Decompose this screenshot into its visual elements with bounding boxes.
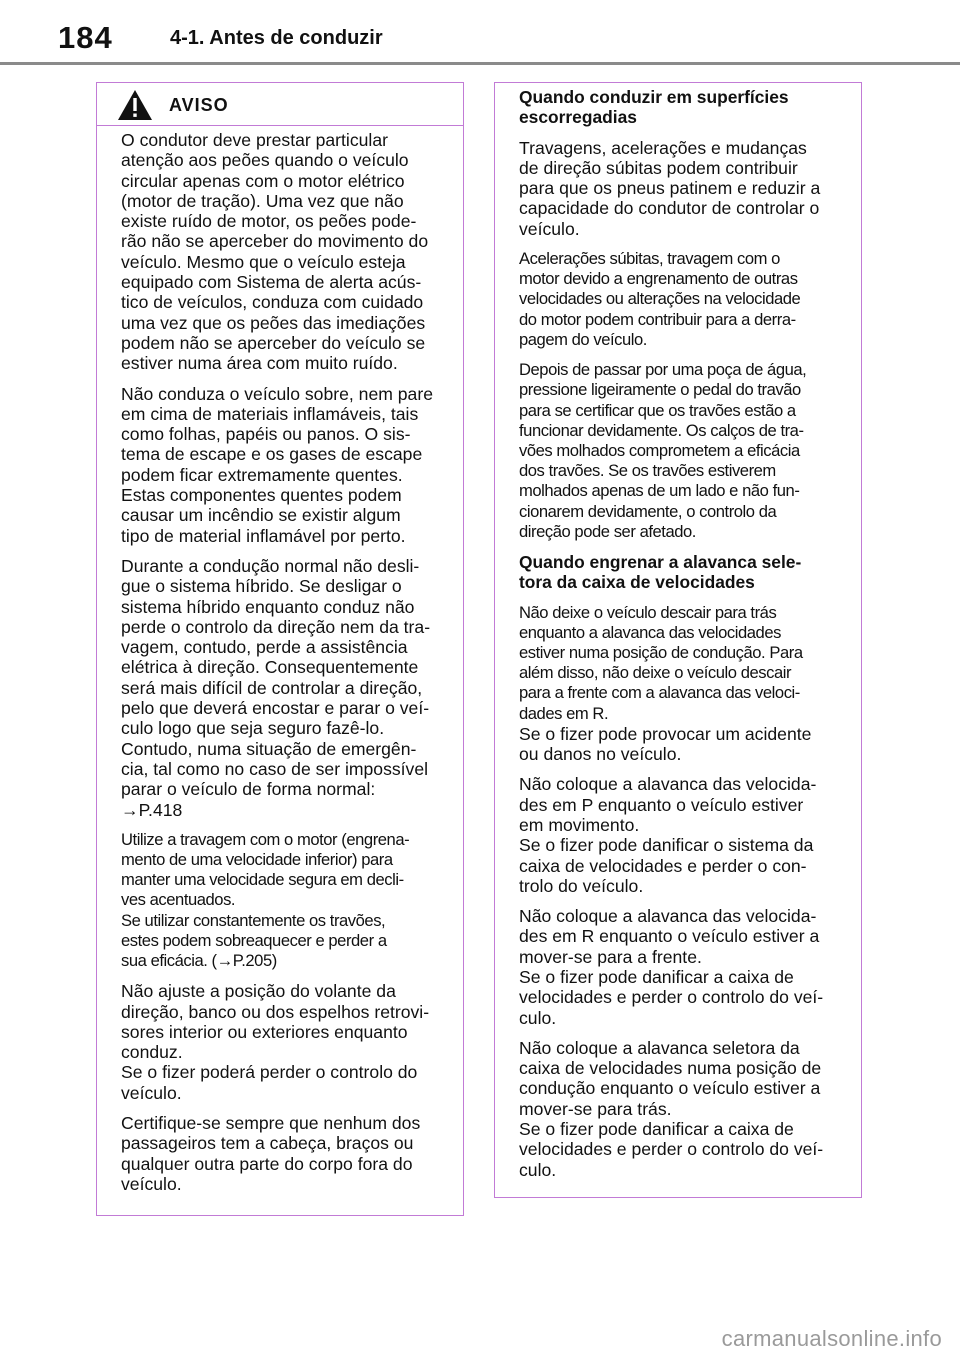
paragraph: Não deixe o veículo descair para trás enquanto a alavanca das velocidades estiver numa posição de condução. Para além disso, não deixe o veículo descair para a frente com a alavanca das veloci- dades em R. bbox=[519, 602, 803, 723]
paragraph: Depois de passar por uma poça de água, pressione ligeiramente o pedal do travão para se certificar que os travões estão a funcionar devidamente. Os calços de tra- vões molhados comprometem a eficácia dos travões. Se os travões estiverem molhados apenas de um lado e não fun- cionarem devidamente, o controlo da direção pode ser afetado. bbox=[519, 360, 807, 541]
paragraph: Não coloque a alavanca das velocida- des em P enquanto o veículo estiver em movimento. Se o fizer pode danificar o sistema da caixa de velocidades e perder o con- trolo do veículo. bbox=[519, 774, 817, 896]
page-header bbox=[0, 0, 960, 70]
warning-triangle-icon bbox=[117, 89, 153, 121]
paragraph: Acelerações súbitas, travagem com o motor devido a engrenamento de outras velocidades ou alterações na velocidade do motor podem contribuir para a derra- pagem do veículo. bbox=[519, 249, 801, 349]
paragraph: Quando engrenar a alavanca sele- tora da caixa de velocidades bbox=[519, 551, 802, 593]
watermark: carmanualsonline.info bbox=[721, 1326, 942, 1351]
section-title: 4-1. Antes de conduzir bbox=[170, 27, 383, 49]
paragraph: Quando conduzir em superfícies escorregadias bbox=[519, 87, 789, 128]
paragraph: Não coloque a alavanca das velocida- des em R enquanto o veículo estiver a mover-se para a frente. Se o fizer pode danificar a caixa de velocidades e perder o controlo do veí- culo. bbox=[519, 906, 824, 1028]
warning-label: AVISO bbox=[169, 95, 229, 115]
paragraph: Travagens, acelerações e mudanças de direção súbitas podem contribuir para que os pneus patinem e reduzir a capacidade do condutor de controlar o veículo. bbox=[519, 137, 821, 239]
paragraph: Não coloque a alavanca seletora da caixa de velocidades numa posição de condução enquanto o veículo estiver a mover-se para trás. Se o fizer pode danificar a caixa de velocidades e perder o controlo do veí- culo. bbox=[519, 1037, 824, 1180]
paragraph: Durante a condução normal não desli- gue o sistema híbrido. Se desligar o sistema híbrido enquanto conduz não perde o controlo da direção nem da tra- vagem, contudo, perde a assistência elétrica à direção. Consequentemente será mais difícil de controlar a direção, pelo que deverá encostar e parar o veí- culo logo que seja seguro fazê-lo. Contudo, numa situação de emergên- cia, tal como no caso de ser impossível parar o veículo de forma normal: →P.418 bbox=[121, 555, 431, 820]
paragraph: Não ajuste a posição do volante da direção, banco ou dos espelhos retrovi- sores interior ou exteriores enquanto conduz. Se o fizer poderá perder o controlo do veículo. bbox=[121, 981, 430, 1103]
warning-content bbox=[97, 126, 463, 1194]
warning-box bbox=[96, 82, 464, 1216]
paragraph: Utilize a travagem com o motor (engrena- mento de uma velocidade inferior) para manter uma velocidade segura em decli- ves acentuados. Se utilizar constantemente os travões, estes podem sobreaquecer e perder a sua eficácia. (→P.205) bbox=[121, 829, 410, 971]
paragraph: Não conduza o veículo sobre, nem pare em cima de materiais inflamáveis, tais como folhas, papéis ou panos. O sis- tema de escape e os gases de escape podem ficar extremamente quentes. Estas componentes quentes podem causar um incêndio se existir algum tipo de material inflamável por perto. bbox=[121, 383, 433, 546]
header-rule bbox=[0, 62, 960, 65]
warning-header bbox=[97, 83, 463, 126]
continuation-box bbox=[494, 82, 862, 1198]
paragraph: Se o fizer pode provocar um acidente ou danos no veículo. bbox=[519, 723, 812, 765]
continuation-content bbox=[495, 83, 861, 1180]
paragraph: O condutor deve prestar particular atenção aos peões quando o veículo circular apenas com o motor elétrico (motor de tração). Uma vez que não existe ruído de motor, os peões pode- rão não se aperceber do movimento do veículo. Mesmo que o veículo esteja equipado com Sistema de alerta acús- tico de veículos, conduza com cuidado uma vez que os peões das imediações podem não se aperceber do veículo se estiver numa área com muito ruído. bbox=[121, 130, 429, 374]
page-number: 184 bbox=[58, 20, 113, 55]
paragraph: Certifique-se sempre que nenhum dos passageiros tem a cabeça, braços ou qualquer outra parte do corpo fora do veículo. bbox=[121, 1113, 421, 1194]
